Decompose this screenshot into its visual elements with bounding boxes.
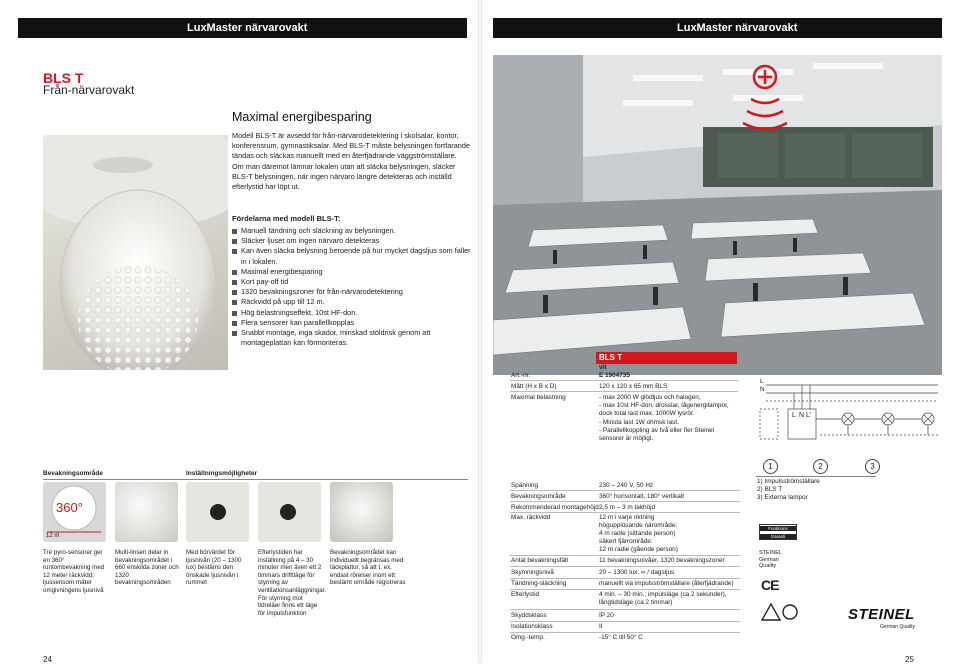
spec-note: - Parallellkoppling av två eller fler Steinel sensorer är möjligt. — [599, 427, 715, 443]
list-item: Hög belastningseffekt, 10st HF-don. — [232, 308, 472, 318]
tech-label: Skymningsnivå — [511, 569, 554, 576]
product-name: BLS T — [43, 70, 84, 86]
tech-label: Tändning-släckning — [511, 580, 567, 587]
advantages-list — [232, 226, 472, 348]
cover-plate-photo — [330, 482, 393, 542]
tech-label: Bevakningsområde — [511, 493, 566, 500]
gq-line: STEINEL — [759, 550, 782, 556]
divider — [510, 512, 740, 513]
tech-value: 2,5 m – 3 m takhöjd — [599, 504, 656, 511]
page-gutter — [478, 0, 482, 663]
legend-item: 3) Externa lampor — [757, 494, 808, 501]
list-item: Snabbt montage, inga skador, minskad stöldrisk genom att montageplattan kan förmonteras. — [232, 328, 472, 348]
gq-line: German — [759, 556, 779, 563]
list-item: Flera sensorer kan parallellkopplas — [232, 318, 472, 328]
dial-icon — [186, 482, 249, 542]
tech-value: manuellt via impulsströmställare (återfjädrande) — [599, 580, 734, 587]
tech-value: långtidsläge (ca 2 timmar) — [599, 599, 673, 606]
terminal-label: L' — [806, 412, 812, 419]
divider — [510, 391, 738, 392]
gq-line: Quality — [759, 563, 777, 569]
timer-dial-photo — [258, 482, 321, 542]
tech-value: 20 – 1300 lux, ∞ / dagsljus — [599, 569, 675, 576]
list-item: Räckvidd på upp till 12 m. — [232, 297, 472, 307]
steinel-sub: German Quality — [880, 624, 916, 630]
lens-photo — [115, 482, 178, 542]
circle-number-3: 3 — [865, 459, 880, 474]
tech-value: 360° horisontalt, 180° vertikalt — [599, 493, 685, 500]
coverage-title: Bevakningsområde — [43, 470, 103, 477]
sensor-photo — [43, 135, 228, 370]
spec-value: - max 2000 W glödljus och halogen, — [599, 394, 701, 401]
dial-icon — [258, 482, 321, 542]
ce-mark: CE — [761, 577, 779, 593]
spec-value: 120 x 120 x 65 mm BLS — [599, 383, 668, 390]
tech-label: Omg.-temp. — [511, 634, 545, 641]
coverage-range: 12 m — [46, 533, 60, 539]
settings-title: Inställningsmöjligheter — [186, 470, 258, 477]
header-title-right: LuxMaster närvarovakt — [677, 22, 798, 34]
divider — [510, 380, 738, 381]
divider — [510, 566, 740, 567]
product-subtitle: Från-närvarovakt — [43, 83, 135, 97]
tech-value: säkert fjärrområde: — [599, 538, 653, 545]
tech-label: Skyddsklass — [511, 612, 547, 619]
spec-model: BLS T — [599, 353, 623, 362]
certification-icon — [760, 600, 800, 622]
german-quality-badge — [759, 550, 782, 570]
classroom-photo — [493, 55, 942, 375]
lux-dial-photo — [186, 482, 249, 542]
function-guarantee-badge — [759, 524, 797, 540]
feature-text: Med börvärdet för ljusnivån (20 – 1300 lux) bestäms den önskade ljusnivån i rummet — [186, 549, 242, 587]
divider — [756, 476, 876, 477]
spec-label: Maximal belastning — [511, 394, 566, 401]
divider — [510, 578, 740, 579]
advantages-title: Fördelarna med modell BLS-T: — [232, 214, 341, 223]
tech-value: högupplösande närområde: — [599, 522, 678, 529]
wire-label: N — [760, 386, 765, 393]
page-number-left: 24 — [43, 655, 52, 664]
feature-text: Multi-linsen delar in bevakningsområdet i 660 enskilda zoner och 1320 bevakningsområden — [115, 549, 179, 587]
wiring-diagram — [758, 375, 943, 450]
spec-label: Mått (H x B x D) — [511, 383, 557, 390]
spec-value: E 1904735 — [599, 372, 630, 379]
feature-text: Tre pyro-sensorer ger en 360° runtombevakning med 12 meter räckvidd; ljussensorn mäter omgivningens ljusnivå — [43, 549, 105, 594]
classroom-illustration — [493, 55, 942, 375]
spec-label: Art.-nr. — [511, 372, 531, 379]
tech-label: Efterlystid — [511, 591, 540, 598]
list-item: Kan även släcka belysning beroende på hur mycket dagsljus som faller in i lokalen. — [232, 246, 472, 266]
divider — [510, 501, 740, 502]
guarantee-label: Garanti — [760, 534, 796, 539]
legend-item: 1) Impulsströmställare — [757, 478, 820, 485]
terminal-label: N — [799, 412, 805, 419]
legend-item: 2) BLS T — [757, 486, 783, 493]
divider — [510, 555, 740, 556]
header-bar-left — [18, 18, 467, 38]
divider — [510, 490, 740, 491]
coverage-diagram — [43, 482, 106, 542]
divider — [43, 479, 468, 480]
tech-label: Antal bevakningsfält — [511, 557, 569, 564]
list-item: Manuell tändning och släckning av belysningen. — [232, 226, 472, 236]
tech-value: 4 min. – 30 min.; impulsläge (ca 2 sekunder), — [599, 591, 727, 598]
tech-value: 12 m i varje riktning — [599, 514, 655, 521]
page-number-right: 25 — [905, 655, 914, 664]
feature-text: Efterlystiden har inställning på 4 – 30 minuter men även ett 2 timmars drifttläge för styrning av ventilationsanläggningar. För styrning mot tidreläer finns ett läge för impulsfunktion — [258, 549, 327, 617]
intro-text: Modell BLS-T är avsedd för från-närvarodetektering i skolsalar, kontor, konferensrum, gymnastiksalar. Med BLS-T måste belysningen fortfarande tändas och släckas manuellt med en återfjädrande väggströmställare. Om man däremot lämnar lokalen utan att släcka belysningen, släcker BLS-T belysningen, när ingen närvaro längre detekteras och inställd efterlystid har löpt ut. — [232, 131, 470, 192]
divider — [510, 632, 740, 633]
tech-value: -15° C till 50° C — [599, 634, 643, 641]
list-item: Släcker ljuset om ingen närvaro detekteras — [232, 236, 472, 246]
tech-label: Spänning — [511, 482, 539, 489]
spec-note: - max 10st HF-don, drosslar, lågenergilampor, dock total last max. 1000W lysrör. — [599, 402, 729, 418]
list-item: Kort pay-off tid — [232, 277, 472, 287]
tech-value: 12 m radie (gående person) — [599, 546, 678, 553]
steinel-logo: STEINEL — [848, 606, 915, 623]
tech-value: 11 bevakningsnivåer, 1320 bevakningszoner — [599, 557, 725, 564]
list-item: 1320 bevakningszoner för från-närvarodetektering — [232, 287, 472, 297]
tech-label: Max. räckvidd — [511, 514, 551, 521]
header-bar-right — [493, 18, 942, 38]
circle-number-2: 2 — [813, 459, 828, 474]
feature-text: Bevakningsområdet kan individuellt begränsas med täckplattor, så att t. ex. endast rörelser inom ett bestämt område registreras — [330, 549, 406, 587]
tech-value: IP 20 — [599, 612, 614, 619]
wire-label: L — [760, 378, 764, 385]
function-label: Funktions — [760, 526, 796, 531]
header-title-left: LuxMaster närvarovakt — [187, 22, 308, 34]
tech-value: 230 – 240 V, 50 Hz — [599, 482, 654, 489]
circle-number-1: 1 — [763, 459, 778, 474]
divider — [510, 621, 740, 622]
spec-color: vit — [599, 364, 607, 371]
tech-label: Isolationsklass — [511, 623, 553, 630]
spec-note: - Minsta last 1W ohmsk last. — [599, 419, 679, 426]
divider — [510, 609, 740, 610]
list-item: Maximal energibesparing — [232, 267, 472, 277]
section-heading: Maximal energibesparing — [232, 110, 372, 124]
coverage-degrees: 360° — [56, 500, 83, 515]
sensor-illustration — [43, 135, 228, 370]
terminal-label: L — [792, 412, 796, 419]
spec-table-header — [596, 352, 737, 364]
tech-label: Rekommenderad montagehöjd — [511, 504, 599, 511]
tech-value: 4 m radie (sittande person) — [599, 530, 676, 537]
divider — [510, 589, 740, 590]
tech-value: II — [599, 623, 603, 630]
